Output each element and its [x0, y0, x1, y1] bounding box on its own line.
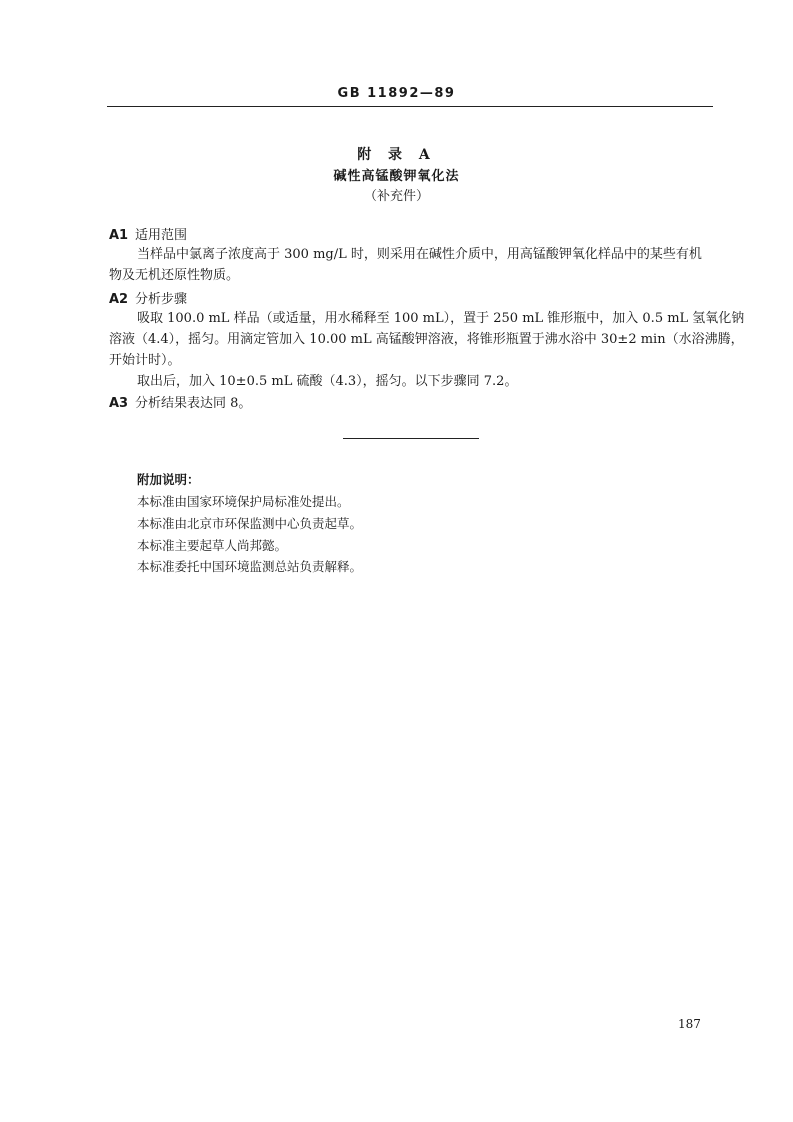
header-standard-code: GB 11892—89: [337, 86, 456, 101]
section-a2-line-4: 取出后，加入 10±0.5 mL 硫酸（4.3），摇匀。以下步骤同 7.2。: [137, 374, 518, 389]
section-number: A2: [109, 292, 129, 307]
header-divider: [107, 106, 713, 107]
notes-item-1: 本标准由国家环境保护局标准处提出。: [137, 494, 350, 509]
section-a2-line-3: 开始计时）。: [109, 353, 181, 368]
notes-item-2: 本标准由北京市环保监测中心负责起草。: [137, 516, 363, 531]
section-a1-line-2: 物及无机还原性物质。: [109, 268, 240, 283]
section-heading: 适用范围: [135, 228, 188, 243]
section-a3-heading: [109, 392, 251, 411]
section-a1-line-1: 当样品中氯离子浓度高于 300 mg/L 时，则采用在碱性介质中，用高锰酸钾氧化样品中的某些有机: [137, 247, 702, 262]
appendix-supplement: （补充件）: [363, 189, 429, 204]
section-number: A1: [109, 228, 129, 243]
notes-item-4: 本标准委托中国环境监测总站负责解释。: [137, 559, 363, 574]
page-number: 187: [678, 1017, 701, 1031]
section-heading: 分析步骤: [135, 292, 188, 307]
section-a1-heading: [109, 224, 187, 243]
section-heading: 分析结果表达同 8。: [135, 396, 252, 411]
section-divider: [343, 438, 479, 439]
section-a2-line-2: 溶液（4.4），摇匀。用滴定管加入 10.00 mL 高锰酸钾溶液，将锥形瓶置于沸水浴中 30±2 min（水浴沸腾，: [109, 332, 744, 347]
notes-item-3: 本标准主要起草人尚邦懿。: [137, 538, 288, 553]
section-a2-line-1: 吸取 100.0 mL 样品（或适量，用水稀释至 100 mL），置于 250 mL 锥形瓶中，加入 0.5 mL 氢氧化钠: [137, 311, 745, 326]
section-a2-heading: [109, 288, 187, 307]
appendix-subtitle: 碱性高锰酸钾氧化法: [333, 169, 460, 184]
appendix-title: 附 录 A: [357, 147, 436, 163]
notes-title: 附加说明：: [137, 472, 200, 487]
section-number: A3: [109, 396, 129, 411]
